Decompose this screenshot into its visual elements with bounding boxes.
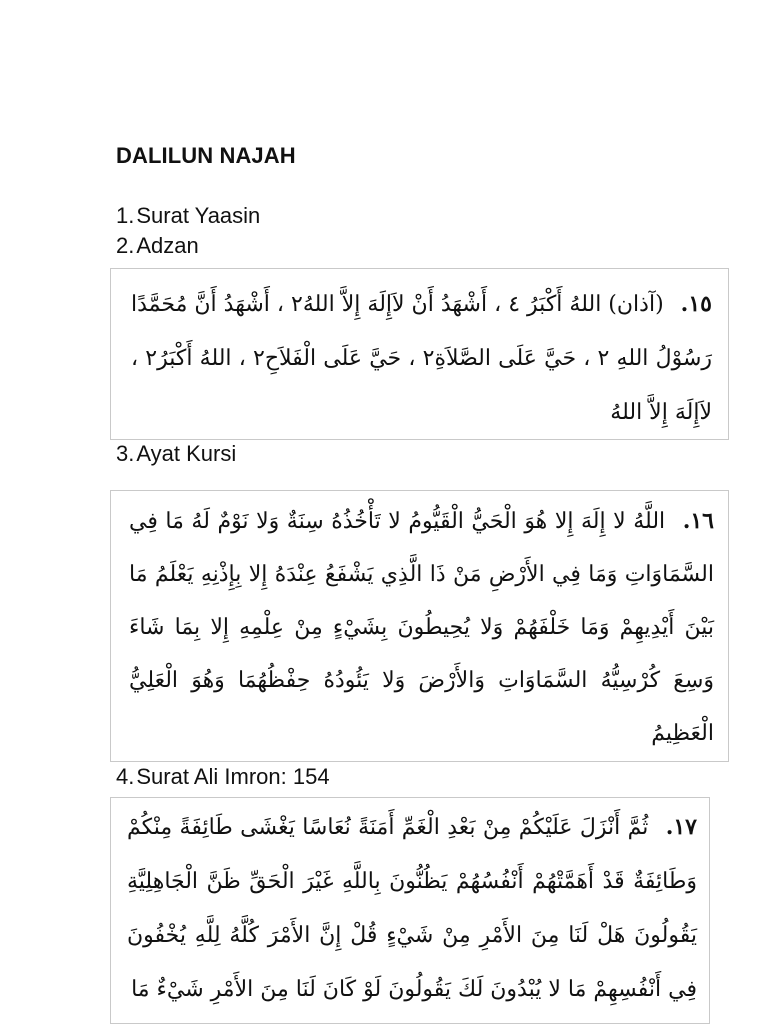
arabic-number: ١٦. xyxy=(682,508,714,534)
item-number: 2. xyxy=(116,233,135,258)
arabic-body: اللَّهُ لا إِلَهَ إِلا هُوَ الْحَيُّ الْقَيُّومُ لا تَأْخُذُهُ سِنَةٌ وَلا نَوْمٌ لَهُ مَا فِي السَّمَاوَاتِ وَمَا فِي الأَرْضِ مَنْ ذَا الَّذِي يَشْفَعُ عِنْدَهُ إِلا بِإِذْنِهِ يَعْلَمُ مَا بَيْنَ أَيْدِيهِمْ وَمَا خَلْفَهُمْ وَلا يُحِيطُونَ بِشَيْءٍ مِنْ عِلْمِهِ إِلا بِمَا شَاءَ وَسِعَ كُرْسِيُّهُ السَّمَاوَاتِ وَالأَرْضَ وَلا يَئُودُهُ حِفْظُهُمَا وَهُوَ الْعَلِيُّ الْعَظِيمُ xyxy=(129,509,714,746)
arabic-text-ali-imron xyxy=(110,797,710,1024)
item-surat-yaasin xyxy=(116,203,260,229)
item-label: Ayat Kursi xyxy=(136,441,237,466)
item-number: 4. xyxy=(116,764,135,789)
page-title: DALILUN NAJAH xyxy=(116,143,296,168)
arabic-text-ayat-kursi xyxy=(110,490,729,762)
item-number: 1. xyxy=(116,203,135,228)
item-label: Surat Ali Imron: 154 xyxy=(136,764,330,789)
arabic-body: (آذان) اللهُ أَكْبَرُ ٤ ، أَشْهَدُ أَنْ لاَإِلَهَ إِلاَّ اللهُ٢ ، أَشْهَدُ أَنَّ مُحَمَّدًا رَسُوْلُ اللهِ ٢ ، حَيَّ عَلَى الصَّلاَةِ٢ ، حَيَّ عَلَى الْفَلاَحِ٢ ، اللهُ أَكْبَرُ٢ ، لاَإِلَهَ إِلاَّ اللهُ xyxy=(131,292,713,425)
item-ayat-kursi xyxy=(116,441,236,467)
arabic-number: ١٧. xyxy=(665,814,697,840)
arabic-number: ١٥. xyxy=(680,291,712,317)
item-label: Adzan xyxy=(136,233,199,258)
arabic-body: ثُمَّ أَنْزَلَ عَلَيْكُمْ مِنْ بَعْدِ الْغَمِّ أَمَنَةً نُعَاسًا يَغْشَى طَائِفَةً مِنْكُمْ وَطَائِفَةٌ قَدْ أَهَمَّتْهُمْ أَنْفُسُهُمْ يَظُنُّونَ بِاللَّهِ غَيْرَ الْحَقِّ ظَنَّ الْجَاهِلِيَّةِ يَقُولُونَ هَلْ لَنَا مِنَ الأَمْرِ مِنْ شَيْءٍ قُلْ إِنَّ الأَمْرَ كُلَّهُ لِلَّهِ يُخْفُونَ فِي أَنْفُسِهِمْ مَا لا يُبْدُونَ لَكَ يَقُولُونَ لَوْ كَانَ لَنَا مِنَ الأَمْرِ شَيْءٌ مَا xyxy=(127,815,697,1002)
item-label: Surat Yaasin xyxy=(136,203,261,228)
item-adzan xyxy=(116,233,199,259)
arabic-text-adzan xyxy=(110,268,729,440)
item-number: 3. xyxy=(116,441,135,466)
item-surat-ali-imron xyxy=(116,764,330,790)
